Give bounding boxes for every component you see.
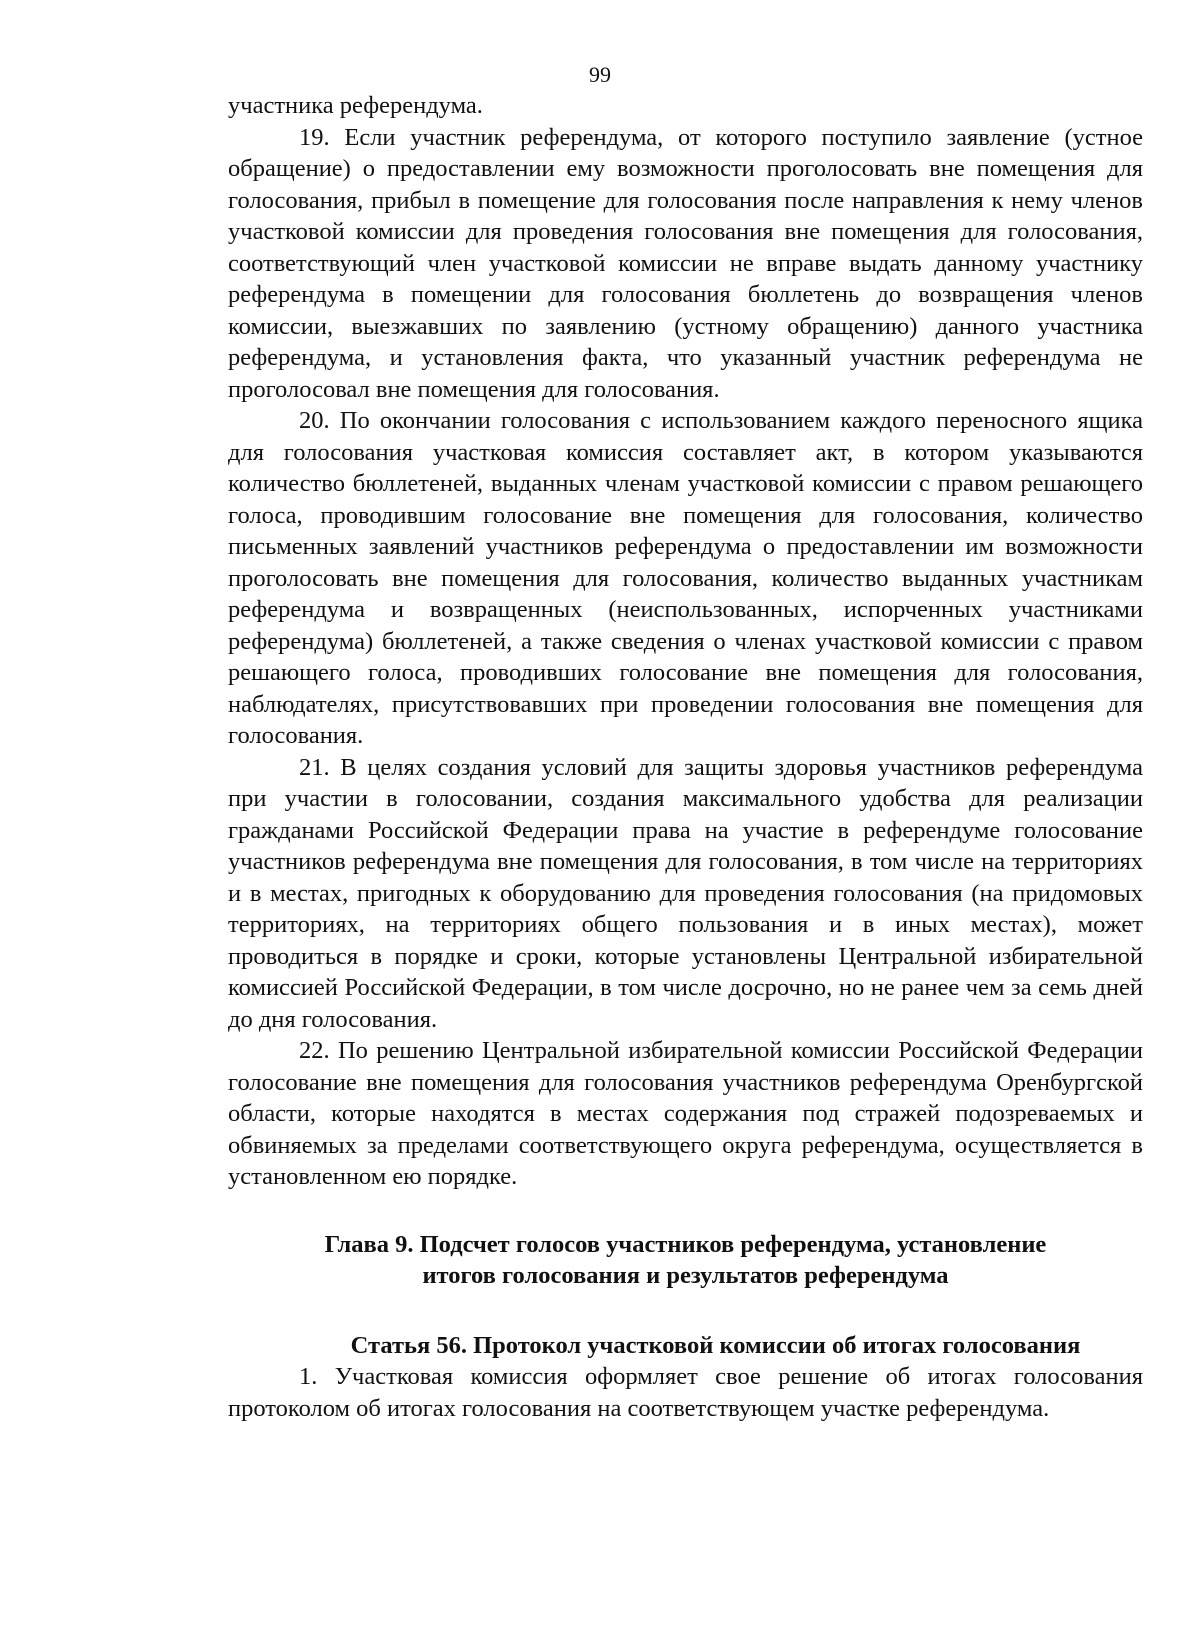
paragraph-19: 19. Если участник референдума, от которого поступило заявление (устное обращение) о предоставлении ему возможности проголосовать вне помещения для голосования, прибыл в помещение для голосования после направления к нему членов участковой комиссии для проведения голосования вне помещения для голосования, соответствующий член участковой комиссии не вправе выдать данному участнику референдума в помещении для голосования бюллетень до возвращения членов комиссии, выезжавших по заявлению (устному обращению) данного участника референдума, и установления факта, что указанный участник референдума не проголосовал вне помещения для голосования.: [228, 123, 1143, 403]
chapter-title-line-1: Глава 9. Подсчет голосов участников референдума, установление: [324, 1230, 1047, 1258]
article-title: Статья 56. Протокол участковой комиссии об итогах голосования: [350, 1331, 1081, 1359]
paragraph-20: 20. По окончании голосования с использованием каждого переносного ящика для голосования участковая комиссия составляет акт, в котором указываются количество бюллетеней, выданных членам участковой комиссии с правом решающего голоса, проводившим голосование вне помещения для голосования, количество письменных заявлений участников референдума о предоставлении им возможности проголосовать вне помещения для голосования, количество выданных участникам референдума и возвращенных (неиспользованных, испорченных участниками референдума) бюллетеней, а также сведения о членах участковой комиссии с правом решающего голоса, проводивших голосование вне помещения для голосования, наблюдателях, присутствовавших при проведении голосования вне помещения для голосования.: [228, 407, 1143, 749]
paragraph-continuation: участника референдума.: [228, 92, 483, 119]
paragraph-22: 22. По решению Центральной избирательной комиссии Российской Федерации голосование вне помещения для голосования участников референдума Оренбургской области, которые находятся в местах содержания под стражей подозреваемых и обвиняемых за пределами соответствующего округа референдума, осуществляется в установленном ею порядке.: [228, 1037, 1143, 1190]
document-body: [228, 90, 1143, 1424]
paragraph-21: 21. В целях создания условий для защиты здоровья участников референдума при участии в голосовании, создания максимального удобства для реализации гражданами Российской Федерации права на участие в референдуме голосование участников референдума вне помещения для голосования, в том числе на территориях и в местах, пригодных к оборудованию для проведения голосования (на придомовых территориях, на территориях общего пользования и в иных местах), может проводиться в порядке и сроки, которые установлены Центральной избирательной комиссией Российской Федерации, в том числе досрочно, но не ранее чем за семь дней до дня голосования.: [228, 753, 1143, 1033]
chapter-title: [228, 1229, 1143, 1292]
article-56-paragraph-1: 1. Участковая комиссия оформляет свое решение об итогах голосования протоколом об итогах голосования на соответствующем участке референдума.: [228, 1363, 1143, 1422]
page-number: 99: [589, 62, 611, 87]
chapter-title-line-2: итогов голосования и результатов референдума: [422, 1262, 949, 1289]
